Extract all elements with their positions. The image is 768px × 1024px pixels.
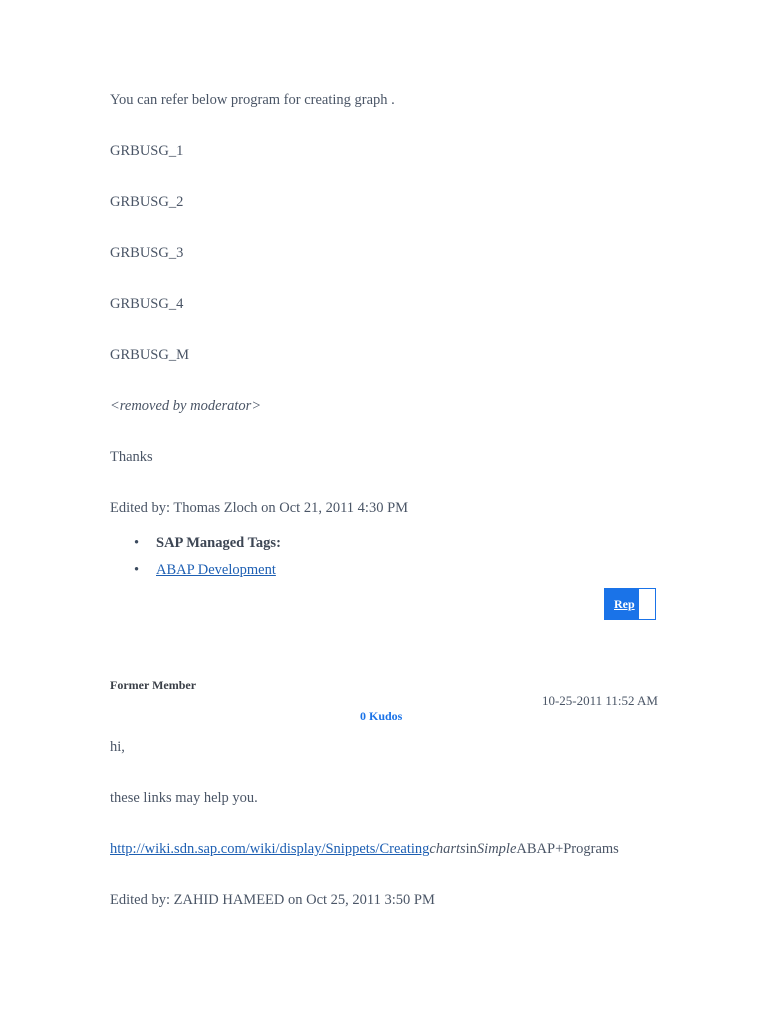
url-fragment: ABAP+Programs bbox=[516, 841, 619, 857]
moderator-note: <removed by moderator> bbox=[110, 398, 262, 414]
reply-button-label[interactable]: Rep bbox=[614, 597, 635, 611]
edited-note: Edited by: Thomas Zloch on Oct 21, 2011 4:30 PM bbox=[110, 500, 409, 516]
body-text: these links may help you. bbox=[110, 790, 258, 806]
post-timestamp: 10-25-2011 11:52 AM bbox=[541, 693, 658, 708]
program-name: GRBUSG_3 bbox=[110, 245, 184, 261]
tag-link[interactable]: ABAP Development bbox=[156, 562, 276, 578]
tag-heading-item bbox=[110, 534, 281, 561]
wiki-link[interactable]: http://wiki.sdn.sap.com/wiki/display/Snippets/Creating bbox=[110, 841, 430, 857]
kudos-count[interactable]: 0 Kudos bbox=[360, 709, 403, 723]
bullet-icon: • bbox=[134, 535, 140, 551]
intro-text: You can refer below program for creating graph . bbox=[110, 92, 395, 108]
greeting-text: hi, bbox=[110, 739, 125, 755]
program-name: GRBUSG_2 bbox=[110, 194, 184, 210]
bullet-icon: • bbox=[134, 562, 140, 578]
reply-button[interactable] bbox=[604, 588, 656, 620]
author-name[interactable]: Former Member bbox=[110, 678, 197, 692]
thanks-text: Thanks bbox=[110, 449, 153, 465]
edited-note: Edited by: ZAHID HAMEED on Oct 25, 2011 3:50 PM bbox=[110, 892, 435, 908]
tag-item bbox=[110, 561, 281, 588]
program-name: GRBUSG_1 bbox=[110, 143, 184, 159]
tag-list bbox=[110, 534, 281, 588]
url-line bbox=[110, 840, 619, 858]
program-name: GRBUSG_4 bbox=[110, 296, 184, 312]
url-fragment: Simple bbox=[476, 841, 517, 857]
program-name: GRBUSG_M bbox=[110, 347, 189, 363]
tags-heading: SAP Managed Tags: bbox=[156, 535, 281, 551]
url-fragment: charts bbox=[429, 841, 466, 857]
url-fragment: in bbox=[465, 841, 477, 857]
